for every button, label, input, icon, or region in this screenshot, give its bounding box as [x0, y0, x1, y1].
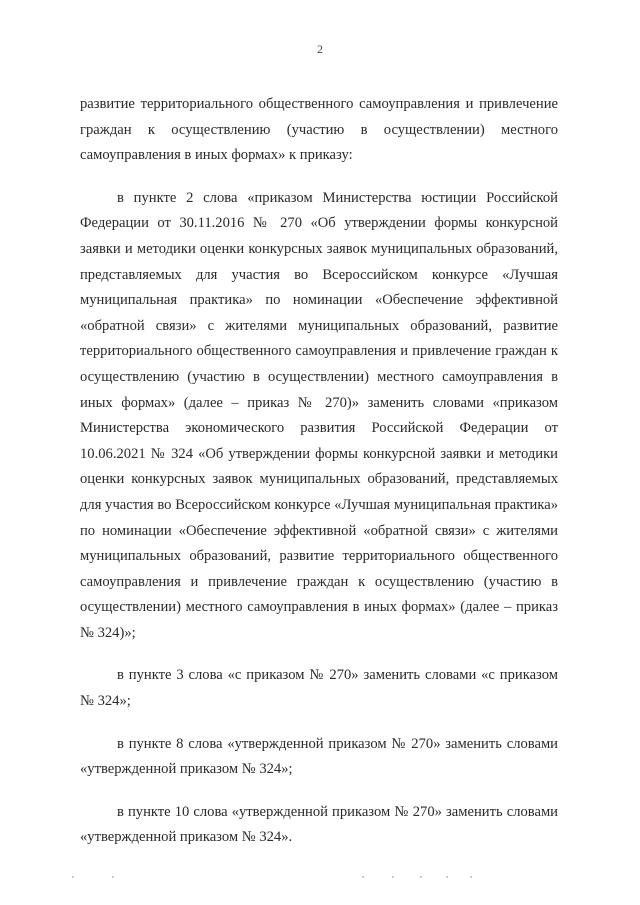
- page-number: 2: [317, 42, 323, 56]
- document-body: [80, 92, 558, 851]
- paragraph-item-10: в пункте 10 слова «утвержденной приказом № 270» заменить словами «утвержденной приказом № 324».: [80, 803, 558, 846]
- paragraph-item-2: в пункте 2 слова «приказом Министерства юстиции Российской Федерации от 30.11.2016 № 270 «Об утверждении формы конкурсной заявки и методики оценки конкурсных заявок муниципальных образований, представляемых для участия во Всероссийском конкурсе «Лучшая муниципальная практика» по номинации «Обеспечение эффективной «обратной связи» с жителями муниципальных образований, развитие территориального общественного самоуправления и привлечение граждан к осуществлению (участию в осуществлении) местного самоуправления в иных формах» (далее – приказ № 270)» заменить словами «приказом Министерства экономического развития Российской Федерации от 10.06.2021 № 324 «Об утверждении формы конкурсной заявки и методики оценки конкурсных заявок муниципальных образований, представляемых для участия во Всероссийском конкурсе «Лучшая муниципальная практика» по номинации «Обеспечение эффективной «обратной связи» с жителями муниципальных образований, развитие территориального общественного самоуправления и привлечение граждан к осуществлению (участию в осуществлении) местного самоуправления в иных формах» (далее – приказ № 324)»;: [80, 189, 558, 641]
- scan-marks: [0, 876, 640, 880]
- paragraph-item-8: в пункте 8 слова «утвержденной приказом № 270» заменить словами «утвержденной приказом № 324»;: [80, 735, 558, 778]
- paragraph-continuation: развитие территориального общественного самоуправления и привлечение граждан к осуществлению (участию в осуществлении) местного самоуправления в иных формах» к приказу:: [80, 96, 558, 164]
- paragraph-item-3: в пункте 3 слова «с приказом № 270» заменить словами «с приказом № 324»;: [80, 667, 558, 710]
